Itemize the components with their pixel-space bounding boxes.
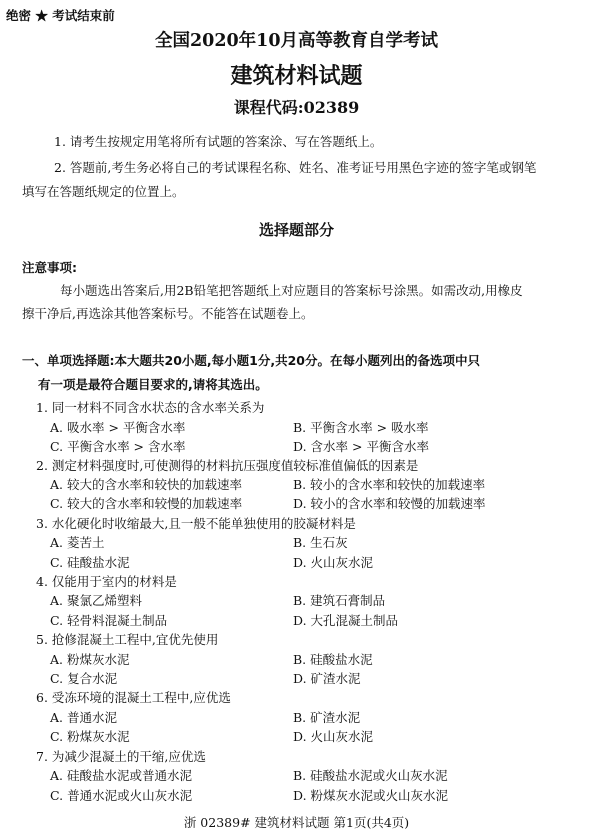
- instruction-2a: 2. 答题前,考生务必将自己的考试课程名称、姓名、准考证号用黑色字迹的签字笔或钢笔: [54, 160, 537, 175]
- option-b: B. 较小的含水率和较快的加载速率: [293, 477, 486, 492]
- notice-line-1: 每小题选出答案后,用2B铅笔把答题纸上对应题目的答案标号涂黑。如需改动,用橡皮: [60, 283, 523, 298]
- course-code: 课程代码:02389: [233, 98, 360, 117]
- option-d: D. 大孔混凝土制品: [293, 613, 399, 628]
- option-b: B. 平衡含水率 > 吸水率: [293, 420, 429, 435]
- paper-title: 建筑材料试题: [230, 64, 363, 89]
- option-c: C. 普通水泥或火山灰水泥: [50, 788, 193, 803]
- option-c: C. 硅酸盐水泥: [50, 555, 130, 570]
- notice-line-2: 擦干净后,再选涂其他答案标号。不能答在试题卷上。: [22, 306, 314, 321]
- instruction-2b: 填写在答题纸规定的位置上。: [22, 184, 185, 199]
- option-c: C. 较大的含水率和较慢的加载速率: [50, 496, 243, 511]
- question-stem: 6. 受冻环境的混凝土工程中,应优选: [36, 690, 231, 705]
- option-b: B. 硅酸盐水泥: [293, 652, 373, 667]
- option-d: D. 火山灰水泥: [293, 555, 374, 570]
- option-a: A. 普通水泥: [50, 710, 117, 725]
- option-c: C. 轻骨料混凝土制品: [50, 613, 168, 628]
- option-c: C. 平衡含水率 > 含水率: [50, 439, 186, 454]
- option-a: A. 粉煤灰水泥: [50, 652, 130, 667]
- option-c: C. 粉煤灰水泥: [50, 729, 130, 744]
- question-stem: 4. 仅能用于室内的材料是: [36, 574, 177, 589]
- question-stem: 7. 为减少混凝土的干缩,应优选: [36, 749, 206, 764]
- option-c: C. 复合水泥: [50, 671, 118, 686]
- part-heading-2: 有一项是最符合题目要求的,请将其选出。: [38, 377, 268, 392]
- exam-title: 全国2020年10月高等教育自学考试: [154, 31, 439, 51]
- option-a: A. 较大的含水率和较快的加载速率: [50, 477, 242, 492]
- option-b: B. 生石灰: [293, 535, 348, 550]
- option-d: D. 粉煤灰水泥或火山灰水泥: [293, 788, 449, 803]
- option-a: A. 菱苦土: [50, 535, 105, 550]
- question-stem: 5. 抢修混凝土工程中,宜优先使用: [36, 632, 219, 647]
- instruction-1: 1. 请考生按规定用笔将所有试题的答案涂、写在答题纸上。: [54, 134, 383, 149]
- option-d: D. 火山灰水泥: [293, 729, 374, 744]
- option-b: B. 矿渣水泥: [293, 710, 361, 725]
- option-d: D. 含水率 > 平衡含水率: [293, 439, 429, 454]
- question-stem: 3. 水化硬化时收缩最大,且一般不能单独使用的胶凝材料是: [36, 516, 356, 531]
- option-a: A. 聚氯乙烯塑料: [50, 593, 142, 608]
- option-d: D. 矿渣水泥: [293, 671, 361, 686]
- option-d: D. 较小的含水率和较慢的加载速率: [293, 496, 486, 511]
- option-a: A. 吸水率 > 平衡含水率: [50, 420, 186, 435]
- question-stem: 2. 测定材料强度时,可使测得的材料抗压强度值较标准值偏低的因素是: [36, 458, 419, 473]
- section-title: 选择题部分: [258, 221, 334, 239]
- secret-mark: 绝密 ★ 考试结束前: [6, 8, 115, 23]
- notice-label: 注意事项:: [22, 260, 77, 275]
- option-b: B. 硅酸盐水泥或火山灰水泥: [293, 768, 448, 783]
- part-heading-1: 一、单项选择题:本大题共20小题,每小题1分,共20分。在每小题列出的备选项中只: [22, 353, 480, 368]
- page-footer: 浙 02389# 建筑材料试题 第1页(共4页): [183, 815, 410, 830]
- option-b: B. 建筑石膏制品: [293, 593, 386, 608]
- question-stem: 1. 同一材料不同含水状态的含水率关系为: [36, 400, 265, 415]
- option-a: A. 硅酸盐水泥或普通水泥: [50, 768, 192, 783]
